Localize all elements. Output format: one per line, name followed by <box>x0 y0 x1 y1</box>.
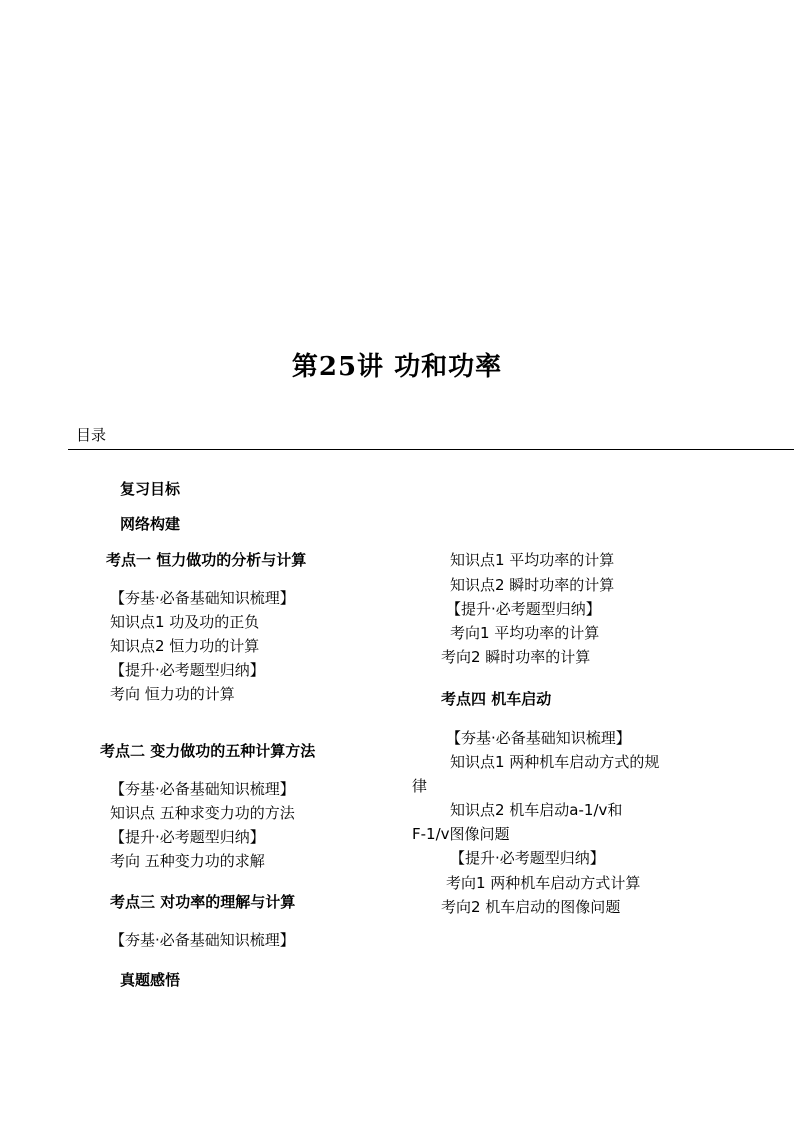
toc-kp1-item[interactable]: 考向 恒力功的计算 <box>110 685 235 703</box>
toc-kp2-item[interactable]: 【提升·必考题型归纳】 <box>110 828 265 846</box>
toc-kp3-cont-item[interactable]: 知识点1 平均功率的计算 <box>450 551 615 569</box>
toc-kp2-item[interactable]: 知识点 五种求变力功的方法 <box>110 804 295 822</box>
toc-kp3-cont-item[interactable]: 考向1 平均功率的计算 <box>450 624 600 642</box>
toc-divider <box>68 449 794 450</box>
toc-kp4-item[interactable]: 知识点1 两种机车启动方式的规 <box>450 753 660 771</box>
toc-kp2-item[interactable]: 【夯基·必备基础知识梳理】 <box>110 780 295 798</box>
toc-kp1-item[interactable]: 知识点2 恒力功的计算 <box>110 637 260 655</box>
toc-kp4-item[interactable]: 律 <box>412 777 428 795</box>
toc-real-exam[interactable]: 真题感悟 <box>120 971 181 989</box>
toc-kp3-cont-item[interactable]: 知识点2 瞬时功率的计算 <box>450 576 615 594</box>
toc-kp4-item[interactable]: 【夯基·必备基础知识梳理】 <box>446 729 631 747</box>
toc-kp4-item[interactable]: 考向2 机车启动的图像问题 <box>441 898 621 916</box>
toc-review-goal[interactable]: 复习目标 <box>120 480 181 498</box>
toc-kp3-cont-item[interactable]: 【提升·必考题型归纳】 <box>446 600 601 618</box>
toc-kp4-item[interactable]: 考向1 两种机车启动方式计算 <box>446 874 641 892</box>
toc-network[interactable]: 网络构建 <box>120 515 181 533</box>
toc-kp4-item[interactable]: 知识点2 机车启动a-1/v和 <box>450 801 623 819</box>
toc-kp2-item[interactable]: 考向 五种变力功的求解 <box>110 852 265 870</box>
toc-kp1-heading[interactable]: 考点一 恒力做功的分析与计算 <box>106 551 307 569</box>
toc-kp4-item[interactable]: 【提升·必考题型归纳】 <box>450 849 605 867</box>
toc-kp3-item[interactable]: 【夯基·必备基础知识梳理】 <box>110 931 295 949</box>
toc-label: 目录 <box>76 426 107 444</box>
toc-kp1-item[interactable]: 【提升·必考题型归纳】 <box>110 661 265 679</box>
toc-kp1-item[interactable]: 【夯基·必备基础知识梳理】 <box>110 589 295 607</box>
toc-kp4-item[interactable]: F-1/v图像问题 <box>412 825 510 843</box>
toc-kp3-cont-item[interactable]: 考向2 瞬时功率的计算 <box>441 648 591 666</box>
toc-kp4-heading[interactable]: 考点四 机车启动 <box>441 690 552 708</box>
toc-kp3-heading[interactable]: 考点三 对功率的理解与计算 <box>110 893 296 911</box>
toc-kp1-item[interactable]: 知识点1 功及功的正负 <box>110 613 260 631</box>
toc-kp2-heading[interactable]: 考点二 变力做功的五种计算方法 <box>100 742 316 760</box>
page-title: 第25讲 功和功率 <box>291 352 503 382</box>
